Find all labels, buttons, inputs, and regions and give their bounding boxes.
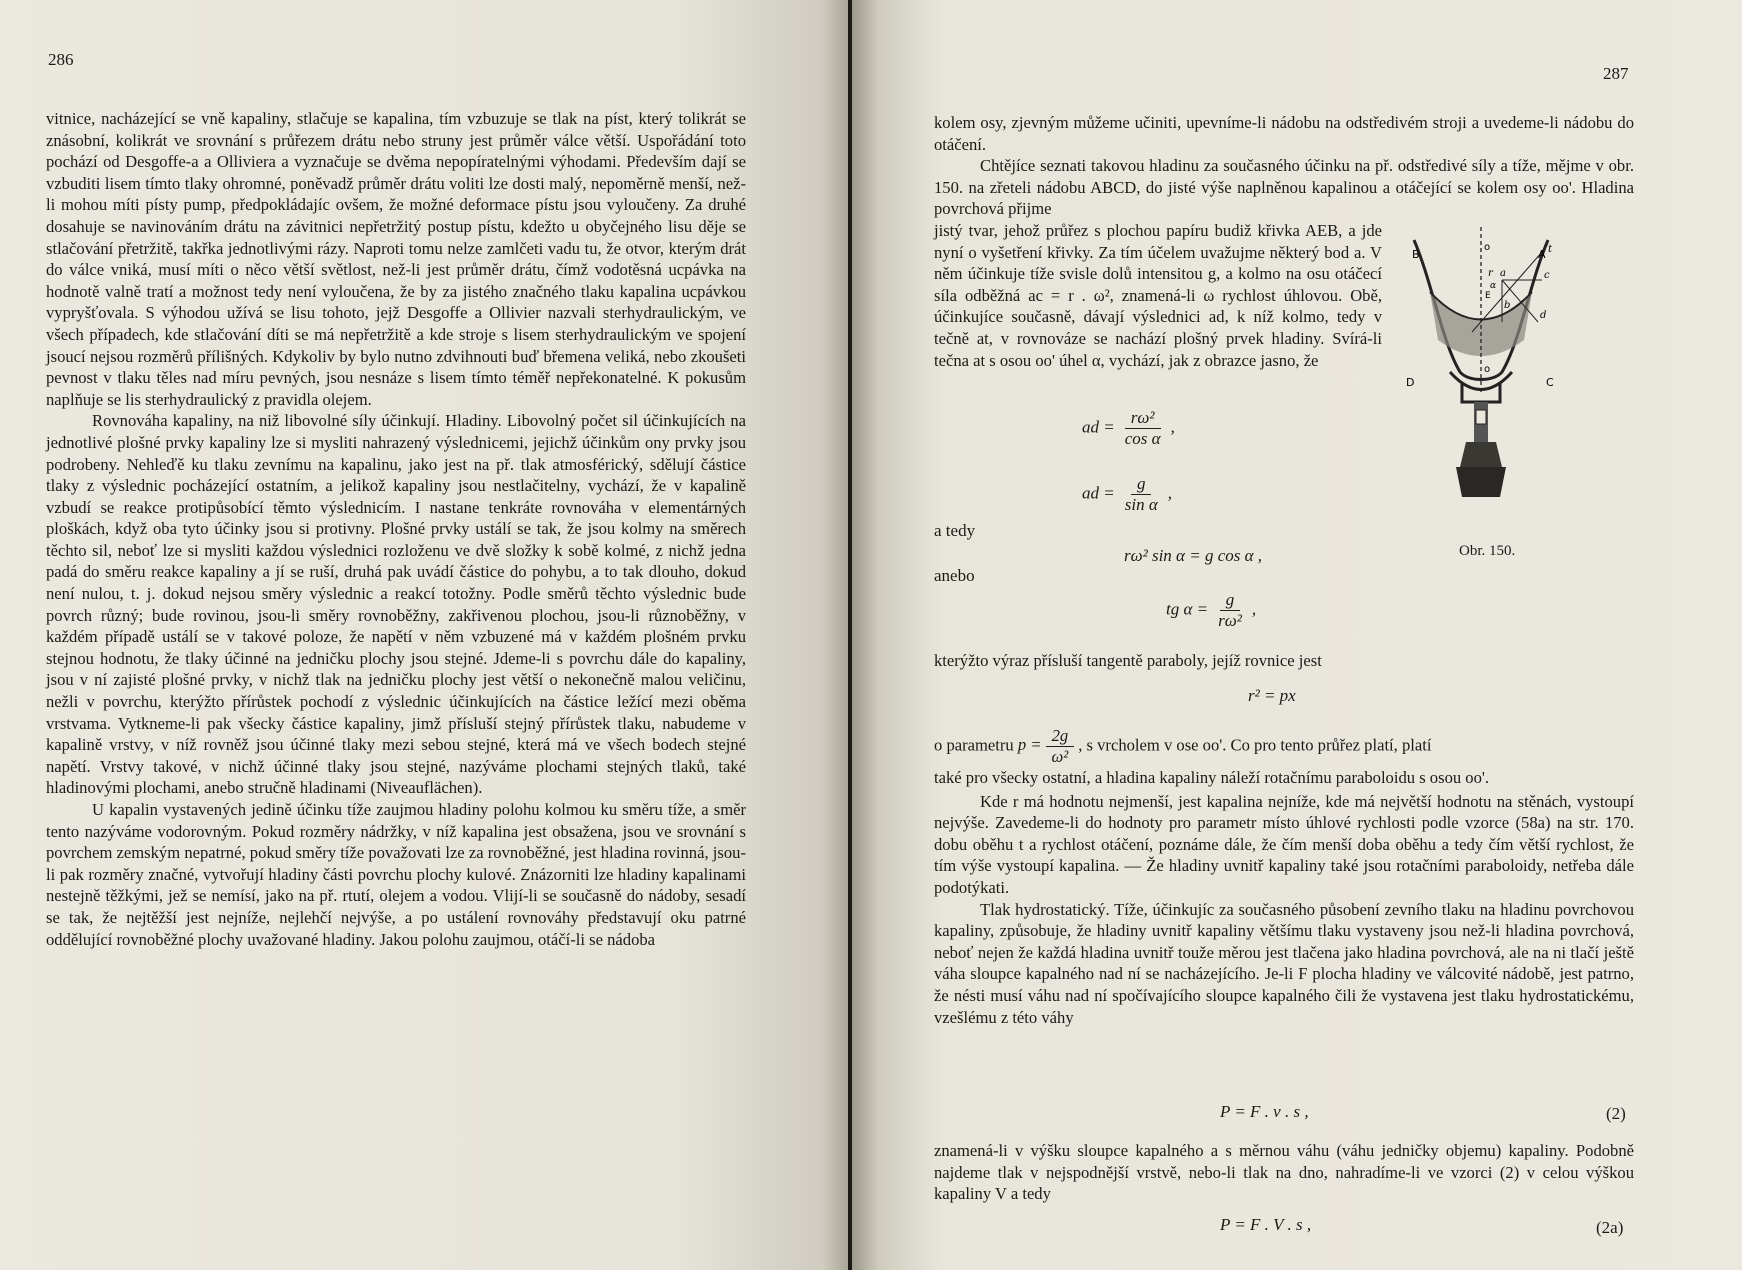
fig-label: t: [1548, 244, 1553, 255]
paragraph: o parametru p = $\frac{2g}{\text{ω²}}$ , s vrcholem v ose oo'. Co pro tento průřez platí, platí také pro všecky ostatní, a hladina kapaliny náleží rotačnímu paraboloidu s osou oo'. Kde r má hodnotu nejmenší, jest kapalina nejníže, kde má největší hodnotu na stěnách, vystoupí nejvýše. Zavedeme-li do hodnoty pro parametr místo úhlové rychlosti podle vzorce (58a) na str. 170. dobu oběhu t a rychlost otáčení, poznáme dále, že čím menší doba oběhu a tedy čím větší rychlost, že tím výše vystoupí kapalina. — Že hladiny uvnitř kapaliny také jsou rotačními paraboloidy, netřeba dále podotýkati. Tlak hydrostatický. Tíže, účinkujíc za současného působení zevního tlaku na hladinu povrchovou kapaliny, způsobuje, že hladiny uvnitř kapaliny většímu tlaku vystaveny jsou než-li hladina povrchová, neboť nejen že každá hladina uvnitř touže měrou jest tlačena jako hladina povrchová, ale na ni tlačí ještě váha sloupce kapalného nad ní se nacházejícího. Je-li F plocha hladiny ve válcovité nádobě, jest patrno, že nésti musí váhu nad ní spočívajícího sloupce kapalného čili že vystavena jest tlaku hydrostatickému, vzešlému z této váhy: [934, 726, 1634, 1027]
equation-number: (2a): [1596, 1218, 1624, 1237]
fig-label: o: [1484, 242, 1491, 253]
page-number: 287: [1603, 64, 1629, 83]
paragraph: kterýžto výraz přísluší tangentě paraboly, jejíž rovnice jest: [934, 651, 1322, 670]
equation: r² = px: [1248, 686, 1296, 705]
paragraph: U kapalin vystavených jedině účinku tíže zaujmou hladiny polohu kolmou ku směru tíže, a směr tento nazýváme vodorovným. Pokud rozměry nádržky, v níž kapalina jest obsažena, jsou ve srovnání s povrchem zemským nepatrné, pokud směry tíže považovati lze za rovnoběžné, jest hladina rovinná, jsou-li pak rozměry značné, vytvořují hladiny části povrchu plochy kulové. Znázorniti lze hladiny kapalinami nestejně těžkými, jež se nemísí, jako na př. rtutí, olejem a vodou. Vlijí-li se současně do nádoby, sesadí se tak, že nejtěžší jest nejníže, nejlehčí nejvýše, a po ustálení rovnováhy představují oku patrné oddělující rovnoběžné plochy uvažované hladiny. Jakou polohu zaujmou, otáčí-li se nádoba: [46, 800, 746, 949]
equation: P = F . V . s ,: [1220, 1215, 1312, 1234]
paragraph: kolem osy, zjevným můžeme učiniti, upevníme-li nádobu na odstředivém stroji a uvedeme-li nádobu do otáčení. Chtějíce seznati takovou hladinu za současného účinku na př. odstředivé síly a tíže, mějme v obr. 150. na zřeteli nádobu ABCD, do jisté výše naplněnou kapalinou a otáčející se kolem osy oo'. Hladina povrchová přijme: [934, 113, 1634, 219]
fig-label: B: [1412, 248, 1420, 261]
equation: ad = $\frac{g}{\text{sin α}}$ ,: [1082, 474, 1172, 514]
fig-label: b: [1504, 300, 1511, 311]
equation: rω² sin α = g cos α ,: [1124, 546, 1263, 565]
connective-word: anebo: [934, 566, 975, 585]
fig-label: α: [1490, 281, 1497, 291]
fig-label: d: [1540, 310, 1547, 321]
left-page: [0, 0, 848, 1270]
equation: ad = $\frac{\text{rω²}}{\text{cos α}}$ ,: [1082, 408, 1175, 448]
fig-label: r: [1488, 268, 1493, 279]
fig-label: A: [1538, 248, 1546, 261]
fig-label: D: [1406, 376, 1415, 389]
page-number: 286: [48, 50, 74, 69]
equation-number: (2): [1606, 1104, 1626, 1123]
equation: tg α = $\frac{g}{\text{rω²}}$ ,: [1166, 590, 1257, 630]
fig-label: c: [1544, 270, 1550, 281]
fig-label: o: [1484, 364, 1491, 375]
paragraph: vitnice, nacházející se vně kapaliny, stlačuje se kapalina, tím vzbuzuje se tlak na píst, který tolikrát se znásobní, kolikrát ve srovnání s průřezem drátu nebo struny jest průměr válce větší. Uspořádání toto pochází od Desgoffe-a a Olliviera a vyznačuje se dvěma nepopíratelnými výhodami. Především dají se vzbuditi lisem tímto tlaky ohromné, poněvadž průměr drátu voliti lze dosti malý, nepoměrně menší, než-li mohou míti písty pump, předpokládajíc ovšem, že možné deformace pístu jsou vyloučeny. Za druhé dosahuje se navinováním drátu na závitnici nepřetržitý postup pístu, kdežto u obyčejného lisu děje se stlačování přetržitě, takřka jednotlivými rázy. Naproti tomu nelze zamlčeti vadu tu, že otvor, kterým drát do válce vniká, musí míti o něco větší světlost, než-li jest průměr drátu, čímž vodotěsná ucpávka na hodnotě valně tratí a možnost tedy není vyloučena, že by za jistého značného tlaku kapalina ucpávkou vypryšťovala. S výhodou užívá se lisu tohoto, jejž Desgoffe a Ollivier nazvali sterhydraulickým, ve všech případech, kde stlačování díti se má nepřetržitě a kde stroje s lisem sterhydraulickým ve spojení jsoucí nejsou rozměrů přílišných. Kdykoliv by bylo nutno zdvihnouti buď břemena veliká, nebo zkoušeti pevnost v tlaku těles nad míru pevných, jsou nesnáze s lisem tímto téměř nepřekonatelné. K pokusům naplňuje se lis sterhydraulický z pravidla olejem.: [46, 109, 746, 409]
paragraph: Rovnováha kapaliny, na niž libovolné síly účinkují. Hladiny. Libovolný počet sil účinkujících na jednotlivé plošné prvky kapaliny lze si mysliti nahrazený výslednicemi, jejichž účinkům ony prvky jsou podrobeny. Nehleďě ku tlaku zevnímu na kapalinu, jako jest na př. tlak atmosférický, sdělují částice tlaky z výslednic pocházející ostatním, a jelikož kapaliny jsou nestlačitelny, vychází, že v kapalině vzbudí se reakce protipůsobící těmto výslednicím. I nastane tenkráte rovnováha v elementárných ploškách, když oba tyto účinky jsou si protivny. Plošné prvky ustálí se tak, že jsou kolmy na směrech těchto sil, neboť lze si mysliti každou výslednici rozloženu ve dvě složky k sobě kolmé, z nichž jedna padá do směru reakce kapaliny a jí se ruší, druhá pak uvádí částice do pohybu, a to tak dlouho, dokud není nulou, t. j. dokud nejsou směry výslednic a reakcí totožny. Podle směrů těchto výslednic bude povrch různý; bude rovinou, jsou-li směry rovnoběžny, zakřivenou plochou, jsou-li různoběžny, v každém případě ustálí se v takové poloze, že napětí v něm vzbuzené má v každém plošném prvku stejnou hodnotu, že tlaky účinné na jedničku plochy jsou stejné. Jdeme-li s povrchu dále do kapaliny, jsou v ní zajisté plošné prvky, v nichž tlak na jedničku plochy jest větší o nekonečně malou veličinu, nežli v povrchu, kterýžto přírůstek pochodí z výslednic účinkujících na částice ležící mezi oběma vrstvama. Vytkneme-li pak všecky částice kapaliny, jimž přísluší stejný přírůstek tlaku, nabudeme v kapalině vrstvy, v níž rovněž jsou účinné tlaky mezi sebou stejné, která má ve všech bodech stejné napětí. Vrstvy takové, v nichž účinné tlaky jsou stejné, nazýváme plochami stejných tlaků, také hladinovými plochami, anebo stručně hladinami (Niveauflächen).: [46, 411, 746, 798]
fig-label: C: [1546, 376, 1554, 389]
figure-150: [1402, 222, 1562, 542]
equation: P = F . v . s ,: [1220, 1102, 1309, 1121]
fig-label: a: [1500, 268, 1506, 279]
figure-caption: Obr. 150.: [1459, 543, 1516, 559]
paragraph-beside-figure: jistý tvar, jehož průřez s plochou papíru budiž křivka AEB, a jde nyní o vyšetření křivky. Za tím účelem uvažujme některý bod a. V něm účinkuje tíže svisle dolů intensitou g, a kolmo na osu otáčecí síla odběžná ac = r . ω², znamená-li ω rychlost úhlovou. Obě, účinkujíce současně, dávají výslednici ad, k níž kolmo, tedy v tečně at, v rovnováze se nachází plošný prvek hladiny. Svírá-li tečna at s osou oo' úhel α, vychází, jak z obrazce jasno, že: [934, 221, 1382, 370]
left-page-body: [46, 108, 746, 950]
connective-word: a tedy: [934, 521, 976, 540]
right-page: [852, 0, 1742, 1270]
paragraph: znamená-li v výšku sloupce kapalného a s měrnou váhu (váhu jedničky objemu) kapaliny. Podobně najdeme tlak v nejspodnější vrstvě, nebo-li tlak na dno, nahradíme-li ve vzorci (2) v celou výškou kapaliny V a tedy: [934, 1141, 1634, 1204]
fig-label: E: [1485, 291, 1491, 301]
